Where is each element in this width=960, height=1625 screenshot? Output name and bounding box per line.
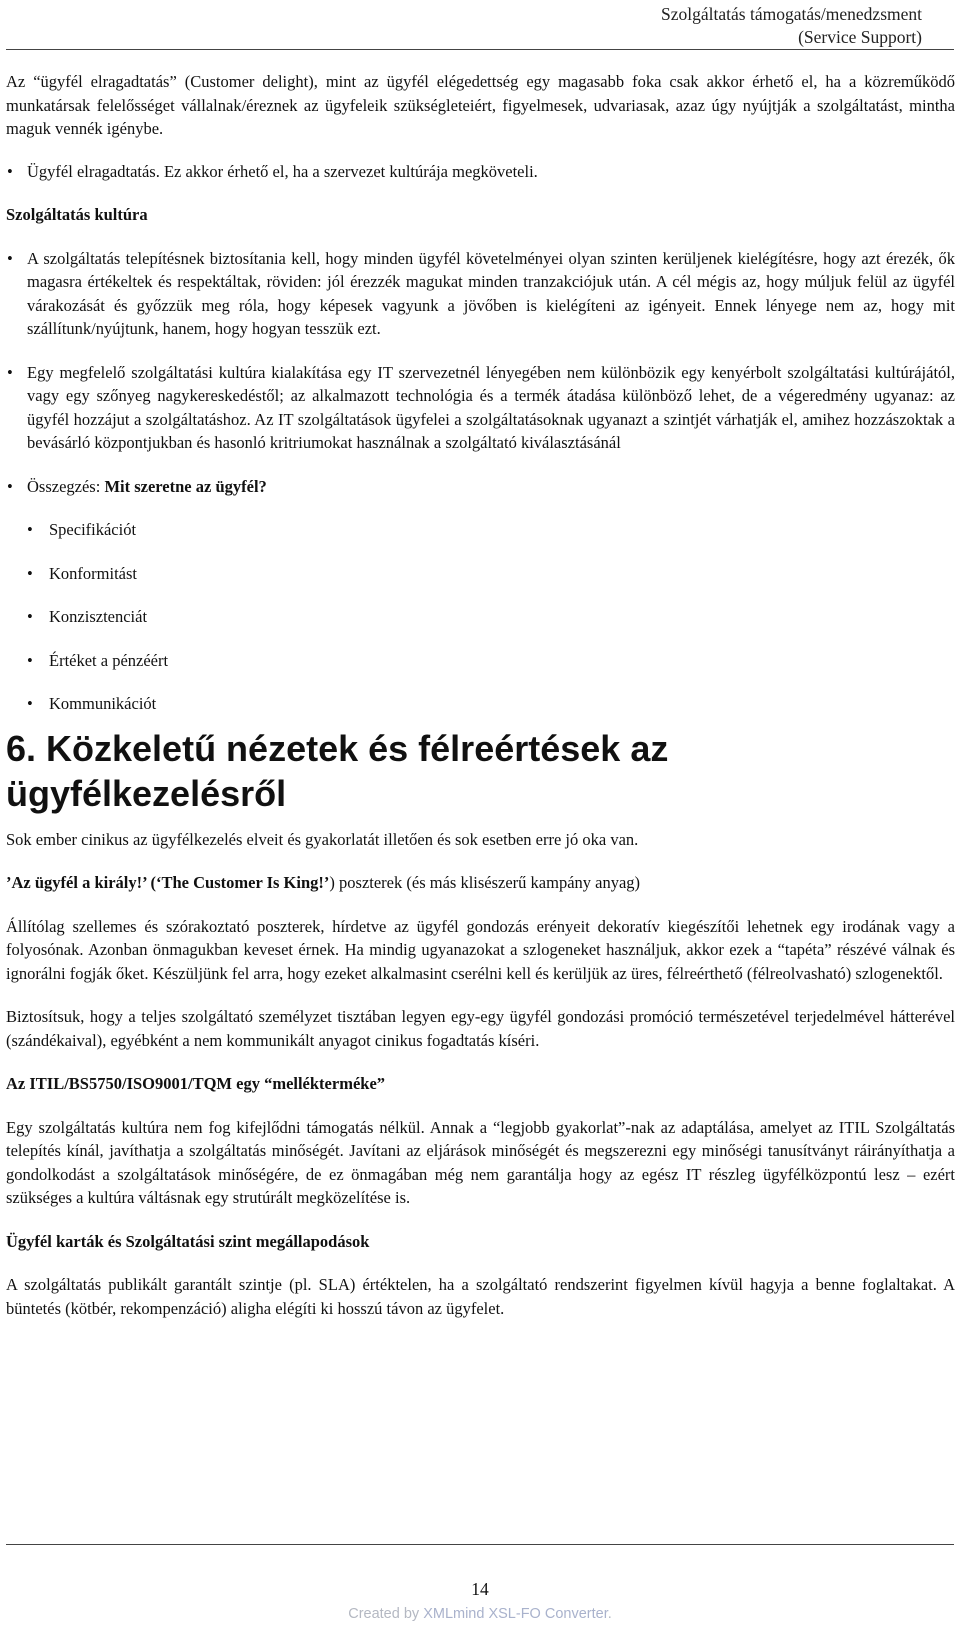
document-body [6, 70, 955, 1320]
converter-credit [0, 1605, 960, 1623]
section-6-heading [6, 726, 955, 816]
summary-item-conformity: • Konformitást [6, 562, 955, 586]
king-paragraph-2: Biztosítsuk, hogy a teljes szolgáltató személyzet tisztában legyen egy-egy ügyfél gondozási promóció természetével terjedelmével hátterével (szándékaival), egyébként a nem kommunikált anyagot cinikus fogadtatás kíséri. [6, 1007, 955, 1050]
service-culture-heading: Szolgáltatás kultúra [6, 205, 148, 224]
charter-heading: Ügyfél karták és Szolgáltatási szint megállapodások [6, 1231, 370, 1251]
king-subheading [6, 871, 955, 895]
summary-item-specification: • Specifikációt [6, 518, 955, 542]
credit-suffix: . [607, 1606, 612, 1622]
king-subheading-bold: ’Az ügyfél a király!’ (‘The Customer Is King!’ [6, 873, 330, 892]
footer-divider [6, 1544, 954, 1545]
header-title: Szolgáltatás támogatás/menedzsment [661, 4, 922, 24]
intro-paragraph: Az “ügyfél elragadtatás” (Customer delight), mint az ügyfél elégedettség egy magasabb foka csak akkor érhető el, ha a közreműködő munkatársak felelősséget vállalnak/éreznek az ügyfeleik szükségleteiért, figyelmesek, udvariasak, azaz úgy nyújtják a szolgáltatást, mintha maguk vennék igénybe. [6, 72, 955, 138]
king-paragraph-1: Állítólag szellemes és szórakoztató poszterek, hírdetve az ügyfél gondozás erényeit dekoratív kiegészítői lehetnek egy irodának vagy a folyosónak. Azonban önmagukban keveset érnek. Ha mindig ugyanazokat a szlogeneket használjuk, akkor ezek a “tapéta” részévé válnak és ignorálni fogják őket. Készüljünk fel arra, hogy ezeket alkalmasint cserélni kell és kerüljük az üres, félreérthető (félreolvasható) szlogenektől. [6, 916, 955, 983]
service-culture-bullet-1: • A szolgáltatás telepítésnek biztosítania kell, hogy minden ügyfél követelményei olyan szinten kerüljenek kielégítésre, hogy azt érezék, ők magasra értékeltek és respektáltak, röviden: jól érezzék magukat minden tranzakciójuk után. A cél mégis az, hogy múljuk felül az ügyfél várakozását és győzzük meg róla, hogy képesek vagyunk a jövőben is kielégíteni az igényeit. Ennek lényege nem az, hogy mit szállítunk/nyújtunk, hanem, hogy hogyan tesszük ezt. [6, 247, 955, 341]
king-subheading-rest: ) poszterek (és más klisészerű kampány anyag) [329, 873, 641, 892]
page-number: 14 [471, 1579, 489, 1599]
summary-prefix: Összegzés: [27, 476, 105, 496]
section-6-intro: Sok ember cinikus az ügyfélkezelés elveit és gyakorlatát illetően és sok esetben erre jó oka van. [6, 829, 639, 849]
header-subtitle: (Service Support) [798, 27, 922, 47]
intro-bullet: • Ügyfél elragadtatás. Ez akkor érhető el, ha a szervezet kultúrája megköveteli. [6, 160, 955, 184]
service-culture-bullet-2: • Egy megfelelő szolgáltatási kultúra kialakítása egy IT szervezetnél lényegében nem különbözik egy kenyérbolt szolgáltatási kultúrájától, vagy egy szőnyeg nagykereskedéstől; az alkalmazott technológia és a termék átadása különböző lehet, de a végeredmény ugyanaz: az ügyfél hozzájut a szolgáltatáshoz. Az IT szolgáltatások ügyfelei a szolgáltatásoknak ugyanazt a szintjét várhatják el, amihez hozzászoktak a bevásárló központjukban és hasonló kritriumokat használnak a szolgáltató kiválasztásánál [6, 361, 955, 455]
itil-paragraph: Egy szolgáltatás kultúra nem fog kifejlődni támogatás nélkül. Annak a “legjobb gyakorlat”-nak az adaptálása, amelyet az ITIL Szolgáltatás telepítés kínál, javíthatja a szolgáltatás minőségét. Javítani az eljárások minőségét és megszerezni egy minőségi tanusítványt ráirányíthatja a gondolkodást a szolgáltatások minőségére, de ez önmagában még nem garantálja hogy az egész IT részleg ügyfélközpontú lesz – ezért szükséges a kultúra váltásnak egy strutúrált megközelítése is. [6, 1117, 955, 1207]
summary-bullet [6, 475, 955, 499]
section-6-heading-line-1: 6. Közkeletű nézetek és félreértések az [6, 727, 669, 769]
itil-heading: Az ITIL/BS5750/ISO9001/TQM egy “mellékterméke” [6, 1074, 386, 1093]
summary-item-value: • Értéket a pénzéért [6, 649, 955, 673]
header-divider [6, 49, 954, 50]
summary-item-consistency: • Konzisztenciát [6, 605, 955, 629]
section-6-heading-line-2: ügyfélkezelésről [6, 772, 287, 814]
summary-question: Mit szeretne az ügyfél? [104, 476, 267, 496]
summary-item-communication: • Kommunikációt [6, 692, 955, 716]
charter-paragraph: A szolgáltatás publikált garantált szintje (pl. SLA) értéktelen, ha a szolgáltató rendszerint figyelmen kívül hagyja a benne foglaltakat. A büntetés (kötbér, rekompenzáció) aligha elégíti ki hosszú távon az ügyfelet. [6, 1275, 955, 1318]
credit-prefix: Created by [348, 1606, 424, 1622]
credit-brand: XMLmind XSL-FO Converter [423, 1606, 608, 1622]
